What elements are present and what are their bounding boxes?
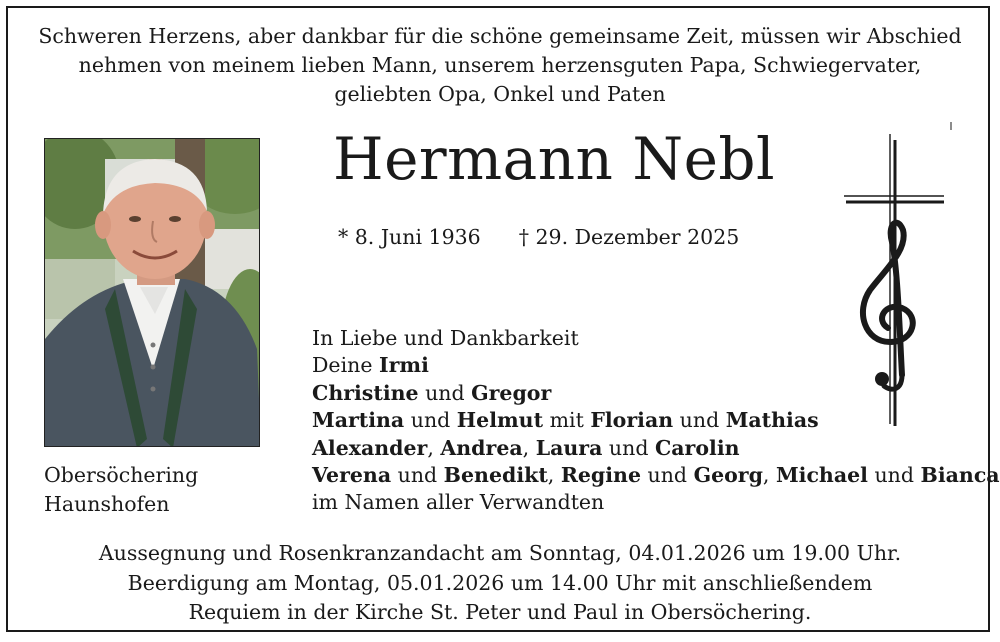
joiner-text: Deine [312,353,379,378]
mourner-name: Verena [312,463,392,488]
mourner-name: Gregor [471,380,552,405]
service-line: Beerdigung am Montag, 05.01.2026 um 14.00 Uhr mit anschließendem [127,570,873,595]
service-details [0,539,1000,628]
mourner-name: Michael [775,463,868,488]
service-line: Aussegnung und Rosenkranzandacht am Sonntag, 04.01.2026 um 19.00 Uhr. [98,541,902,565]
place-name: Haunshofen [44,492,170,516]
joiner-text: , [547,463,561,488]
mourner-name: Mathias [725,408,819,433]
joiner-text: , [522,435,536,460]
mourner-name: Andrea [440,435,523,460]
mourner-name: Alexander [312,435,428,460]
joiner-text: und [418,380,472,405]
mourner-name: Regine [560,463,641,488]
place-name: Obersöchering [44,463,199,487]
intro-line: nehmen von meinem lieben Mann, unserem herzensguten Papa, Schwiegervater, [78,53,922,77]
mourner-name: Benedikt [443,463,548,488]
joiner-text: und [602,435,655,460]
mourner-name: Irmi [378,353,429,378]
portrait-photo [44,138,260,447]
cross-treble-clef-icon [840,120,952,432]
joiner-text: , [762,463,776,488]
mourner-name: Laura [535,435,603,460]
joiner-text: und [641,463,694,488]
mourner-name: Helmut [456,408,544,433]
life-dates [338,224,739,250]
intro-line: geliebten Opa, Onkel und Paten [334,82,666,106]
mourner-name: Georg [693,463,763,488]
mourner-line [312,435,1000,462]
deceased-name: Hermann Nebl [333,125,776,193]
mourner-line [312,462,1000,489]
mourner-name: Carolin [654,435,740,460]
joiner-text: , [427,435,441,460]
joiner-text: und [391,463,444,488]
places [44,461,198,519]
intro-line: Schweren Herzens, aber dankbar für die schöne gemeinsame Zeit, müssen wir Abschied [38,24,962,48]
mourners-closing: im Namen aller Verwandten [312,490,605,515]
joiner-text: mit [543,408,591,433]
mourner-name: Bianca [920,463,1000,488]
intro-text [0,22,1000,109]
mourner-name: Florian [590,408,674,433]
joiner-text: und [404,408,457,433]
death-date: † 29. Dezember 2025 [518,225,740,249]
birth-date: * 8. Juni 1936 [338,225,481,249]
mourner-name: Christine [312,380,419,405]
mourners-intro: In Liebe und Dankbarkeit [312,326,579,350]
service-line: Requiem in der Kirche St. Peter und Paul in Obersöchering. [188,600,812,624]
mourner-name: Martina [312,408,405,433]
joiner-text: und [673,408,726,433]
joiner-text: und [867,463,921,488]
